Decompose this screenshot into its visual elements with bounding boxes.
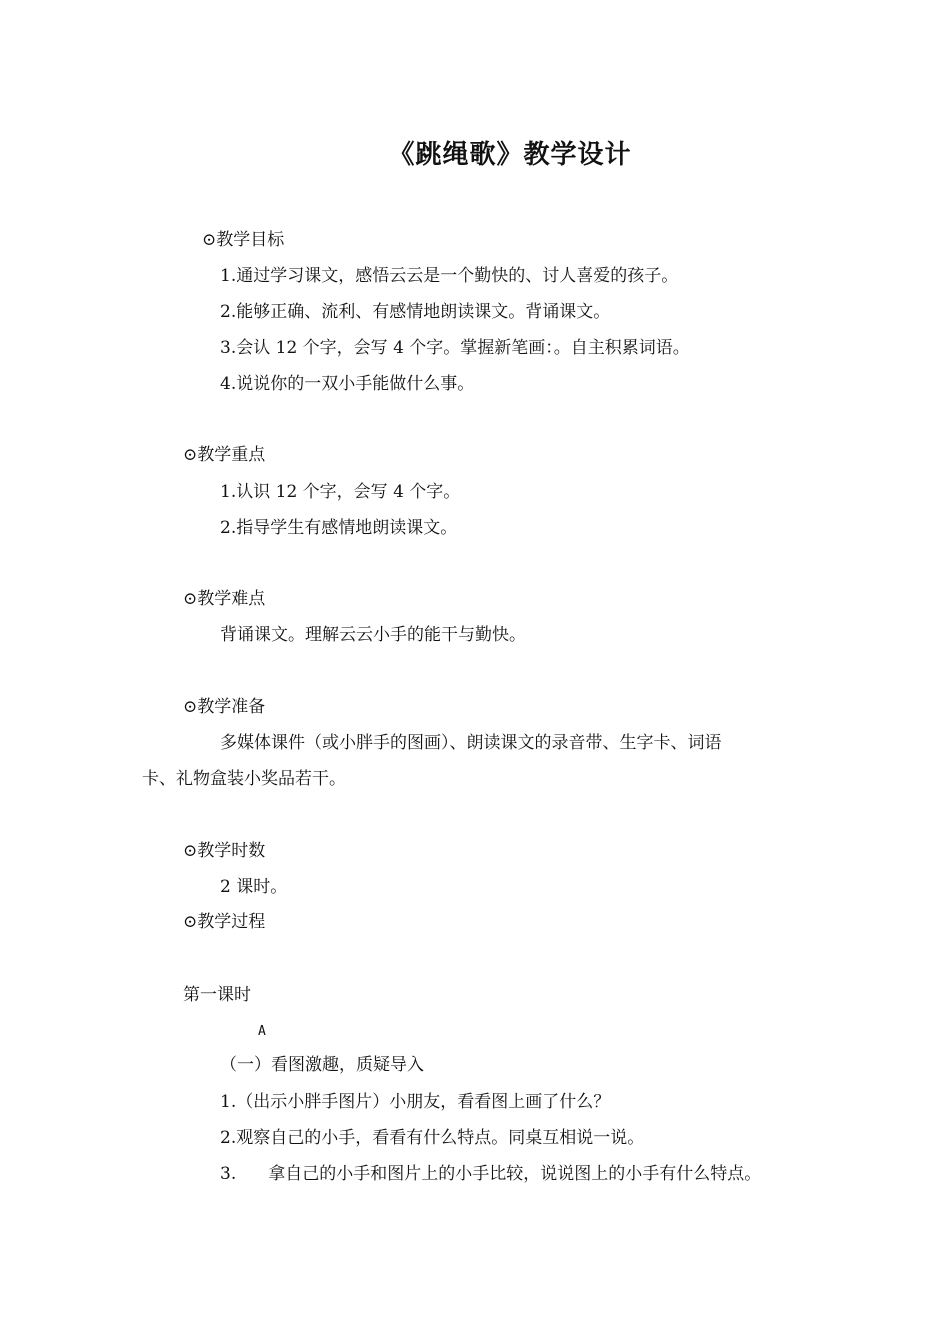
section-heading-process: ⊙教学过程	[183, 912, 266, 932]
difficulties-text: 背诵课文。理解云云小手的能干与勤快。	[220, 625, 526, 645]
hours-text: 2 课时。	[220, 877, 288, 897]
lesson-item: 2.观察自己的小手，看看有什么特点。同桌互相说一说。	[220, 1128, 645, 1148]
preparation-text-line2: 卡、礼物盒装小奖品若干。	[142, 769, 346, 789]
lesson-heading: 第一课时	[183, 985, 251, 1005]
section-heading-key-points: ⊙教学重点	[183, 445, 266, 465]
goal-item: 1.通过学习课文，感悟云云是一个勤快的、讨人喜爱的孩子。	[220, 266, 679, 286]
marker-label: A	[258, 1024, 266, 1039]
lesson-item-text: 拿自己的小手和图片上的小手比较，说说图上的小手有什么特点。	[268, 1164, 762, 1184]
lesson-subheading: （一）看图激趣，质疑导入	[220, 1055, 424, 1075]
goal-item: 4.说说你的一双小手能做什么事。	[220, 374, 475, 394]
goal-item: 2.能够正确、流利、有感情地朗读课文。背诵课文。	[220, 302, 611, 322]
preparation-text-line1: 多媒体课件（或小胖手的图画）、朗读课文的录音带、生字卡、词语	[220, 733, 722, 753]
section-heading-difficulties: ⊙教学难点	[183, 589, 266, 609]
lesson-item: 1.（出示小胖手图片）小朋友，看看图上画了什么？	[220, 1092, 611, 1112]
section-heading-hours: ⊙教学时数	[183, 841, 266, 861]
document-title: 《跳绳歌》教学设计	[388, 140, 632, 170]
lesson-item-number: 3.	[220, 1164, 237, 1184]
key-point-item: 1.认识 12 个字，会写 4 个字。	[220, 482, 461, 502]
goal-item: 3.会认 12 个字，会写 4 个字。掌握新笔画：。自主积累词语。	[220, 338, 690, 358]
lesson-item	[220, 1162, 761, 1186]
key-point-item: 2.指导学生有感情地朗读课文。	[220, 518, 458, 538]
section-heading-goals: ⊙教学目标	[202, 230, 285, 250]
section-heading-preparation: ⊙教学准备	[183, 697, 266, 717]
